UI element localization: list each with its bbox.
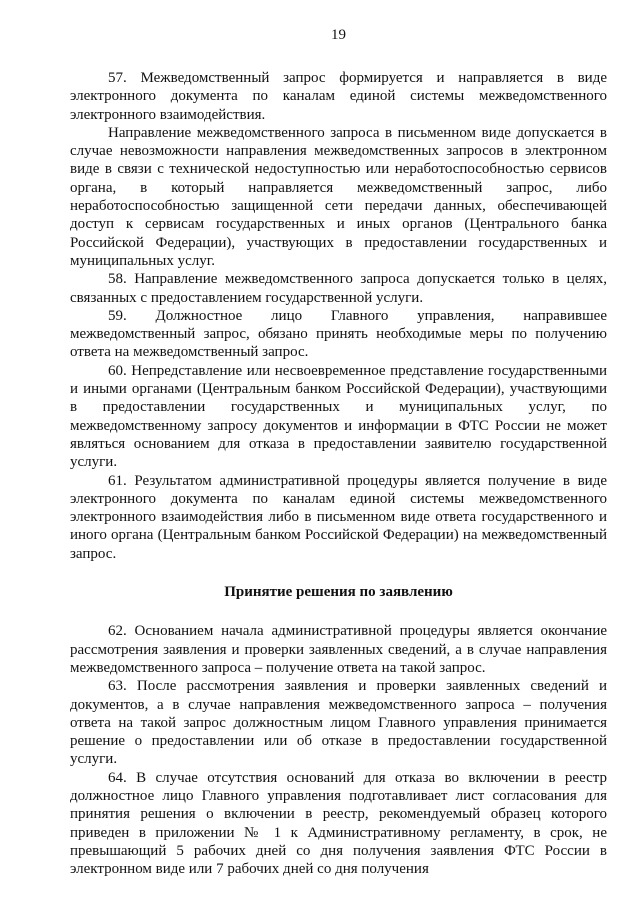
paragraph-60: 60. Непредставление или несвоевременное представление государственными и иными органами (Центральным банком Российской Федерации), участвующими в предоставлении государственных и муниципальных услуг, по межведомственному запросу документов и информации в ФТС России не может являться основанием для отказа в предоставлении заявителю государственной услуги. bbox=[70, 362, 607, 471]
paragraph-58: 58. Направление межведомственного запроса допускается только в целях, связанных с предоставлением государственной услуги. bbox=[70, 271, 607, 306]
paragraph-57-continued: Направление межведомственного запроса в письменном виде допускается в случае невозможности направления межведомственных запросов в электронном виде в связи с технической недоступностью или неработоспособностью сервисов органа, в который направляется межведомственный запрос, либо неработоспособностью защищенной сети передачи данных, обеспечивающей доступ к сервисам государственных и иных органов (Центрального банка Российской Федерации), участвующих в предоставлении государственных и муниципальных услуг. bbox=[70, 124, 607, 269]
paragraph-63: 63. После рассмотрения заявления и проверки заявленных сведений и документов, а в случае направления межведомственного запроса – получения ответа на такой запрос должностным лицом Главного управления принимается решение о предоставлении или об отказе в предоставлении государственной услуги. bbox=[70, 678, 607, 768]
section-after bbox=[70, 622, 607, 878]
paragraph-57: 57. Межведомственный запрос формируется и направляется в виде электронного документа по каналам единой системы межведомственного электронного взаимодействия. bbox=[70, 70, 607, 123]
section-heading: Принятие решения по заявлению bbox=[224, 584, 453, 601]
page-number: 19 bbox=[331, 27, 346, 43]
section-before bbox=[70, 69, 607, 563]
paragraph-64: 64. В случае отсутствия оснований для отказа во включении в реестр должностное лицо Главного управления подготавливает лист согласования для принятия решения о включении в реестр, рекомендуемый образец которого приведен в приложении № 1 к Административному регламенту, в срок, не превышающий 5 рабочих дней со дня получения заявления ФТС России в электронном виде или 7 рабочих дней со дня получения bbox=[70, 769, 607, 878]
paragraph-59: 59. Должностное лицо Главного управления, направившее межведомственный запрос, обязано принять необходимые меры по получению ответа на межведомственный запрос. bbox=[70, 307, 607, 361]
paragraph-61: 61. Результатом административной процедуры является получение в виде электронного документа по каналам единой системы межведомственного электронного взаимодействия либо в письменном виде ответа государственного и иного органа (Центральным банком Российской Федерации) на межведомственный запрос. bbox=[70, 472, 607, 562]
paragraph-62: 62. Основанием начала административной процедуры является окончание рассмотрения заявления и проверки заявленных сведений, а в случае направления межведомственного запроса – получение ответа на такой запрос. bbox=[70, 623, 607, 676]
